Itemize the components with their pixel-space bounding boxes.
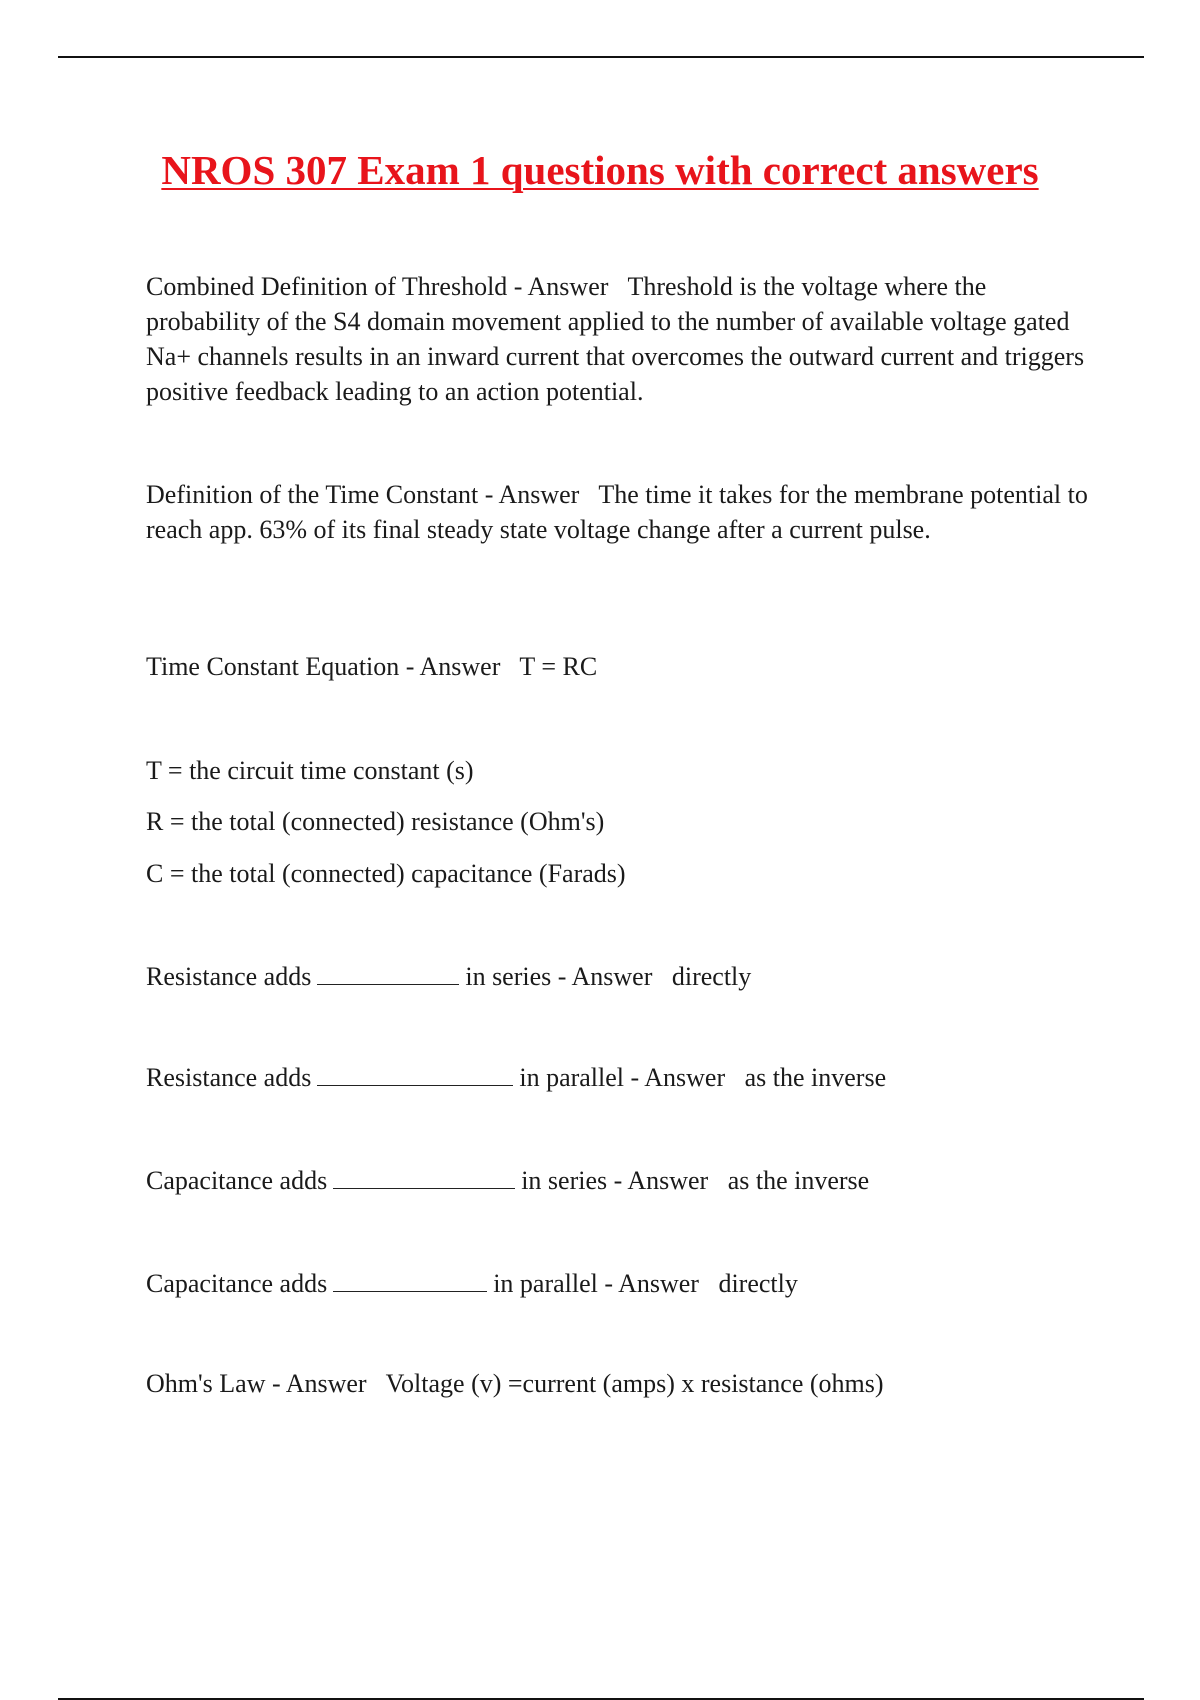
fill-in-answer: directly (671, 962, 752, 991)
fill-in-suffix: in series - Answer (521, 1166, 709, 1195)
fill-in-answer: as the inverse (744, 1063, 887, 1092)
entry-time-constant (146, 477, 1106, 547)
fill-in-prefix: Resistance adds (146, 962, 312, 991)
entry-question: Combined Definition of Threshold - Answer (146, 272, 609, 301)
entry-time-constant-equation (146, 649, 1106, 684)
fill-in-answer: as the inverse (727, 1166, 870, 1195)
answer-blank (333, 1265, 487, 1292)
entry-answer: T = RC (519, 652, 598, 681)
answer-blank (317, 958, 459, 985)
entry-threshold (146, 269, 1106, 409)
answer-blank (317, 1059, 513, 1086)
entry-question: Ohm's Law - Answer (146, 1369, 367, 1398)
definition-line: R = the total (connected) resistance (Ohm's) (146, 807, 605, 836)
entry-answer: Threshold is the voltage where the probability of the S4 domain movement applied to the number of available voltage gated Na+ channels results in an inward current that overcomes the outward current and triggers positive feedback leading to an action potential. (146, 272, 1085, 406)
definition-line: T = the circuit time constant (s) (146, 756, 474, 785)
definition-line: C = the total (connected) capacitance (Farads) (146, 859, 626, 888)
fill-in-suffix: in parallel - Answer (493, 1269, 699, 1298)
fill-in-prefix: Capacitance adds (146, 1166, 328, 1195)
fill-in-prefix: Resistance adds (146, 1063, 312, 1092)
fill-in-answer: directly (718, 1269, 798, 1298)
entry-ohms-law (146, 1366, 1106, 1401)
fill-in-resistance-parallel (146, 1059, 1106, 1095)
entry-answer: The time it takes for the membrane potential to reach app. 63% of its final steady state voltage change after a current pulse. (146, 480, 1088, 544)
fill-in-capacitance-series (146, 1162, 1106, 1198)
entry-question: Time Constant Equation - Answer (146, 652, 501, 681)
fill-in-suffix: in series - Answer (465, 962, 653, 991)
fill-in-suffix: in parallel - Answer (519, 1063, 726, 1092)
fill-in-prefix: Capacitance adds (146, 1269, 328, 1298)
answer-blank (333, 1162, 515, 1189)
document-title: NROS 307 Exam 1 questions with correct answers (161, 147, 1039, 193)
fill-in-capacitance-parallel (146, 1265, 1106, 1301)
fill-in-resistance-series (146, 958, 1106, 994)
entry-answer: Voltage (v) =current (amps) x resistance (ohms) (385, 1369, 884, 1398)
entry-question: Definition of the Time Constant - Answer (146, 480, 580, 509)
top-rule (58, 56, 1144, 58)
